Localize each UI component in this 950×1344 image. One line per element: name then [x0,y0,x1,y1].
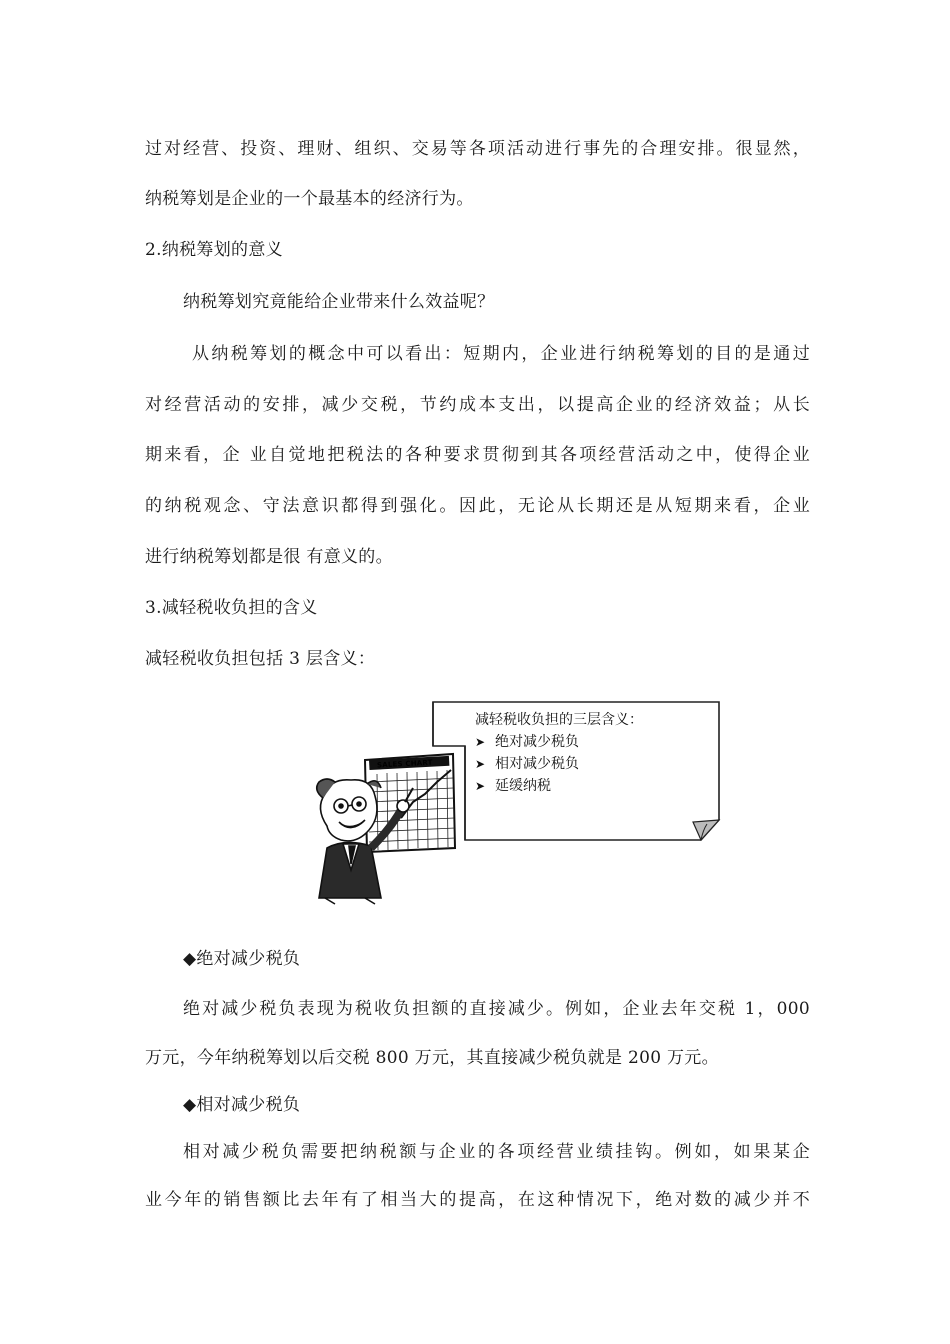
paragraph-line: 期来看，企 业自觉地把税法的各种要求贯彻到其各项经营活动之中，使得企业 [145,445,810,465]
subsection-title: ◆绝对减少税负 [183,949,301,969]
paragraph-line: 进行纳税筹划都是很 有意义的。 [145,547,393,567]
paragraph-line: 纳税筹划是企业的一个最基本的经济行为。 [145,189,474,209]
figure-title: 减轻税收负担的三层含义： [475,712,643,728]
figure-item: ➤ 绝对减少税负 [475,734,579,750]
illustration [305,698,725,908]
chart-title-label: SALES CHART [376,758,433,770]
paragraph-line: 的纳税观念、守法意识都得到强化。因此，无论从长期还是从短期来看，企业 [145,496,810,516]
section-heading: 2.纳税筹划的意义 [145,240,283,260]
figure-item: ➤ 相对减少税负 [475,756,579,772]
subsection-title: ◆相对减少税负 [183,1095,301,1115]
paragraph-line: 纳税筹划究竟能给企业带来什么效益呢？ [183,292,495,312]
paragraph-line: 业今年的销售额比去年有了相当大的提高，在这种情况下，绝对数的减少并不 [145,1190,810,1210]
paragraph-line: 相对减少税负需要把纳税额与企业的各项经营业绩挂钩。例如，如果某企 [183,1142,810,1162]
paragraph-line: 减轻税收负担包括 3 层含义： [145,649,376,669]
section-heading: 3.减轻税收负担的含义 [145,598,318,618]
arrow-bullet-icon: ➤ [475,735,486,749]
arrow-bullet-icon: ➤ [475,779,486,793]
paragraph-line: 绝对减少税负表现为税收负担额的直接减少。例如，企业去年交税 1，000 [183,999,810,1019]
arrow-bullet-icon: ➤ [475,757,486,771]
figure-item: ➤ 延缓纳税 [475,778,551,794]
paragraph-line: 从纳税筹划的概念中可以看出：短期内，企业进行纳税筹划的目的是通过 [192,344,810,364]
paragraph-line: 对经营活动的安排，减少交税，节约成本支出，以提高企业的经济效益；从长 [145,395,810,415]
paragraph-line: 过对经营、投资、理财、组织、交易等各项活动进行事先的合理安排。很显然， [145,139,810,159]
paragraph-line: 万元，今年纳税筹划以后交税 800 万元，其直接减少税负就是 200 万元。 [145,1048,719,1068]
